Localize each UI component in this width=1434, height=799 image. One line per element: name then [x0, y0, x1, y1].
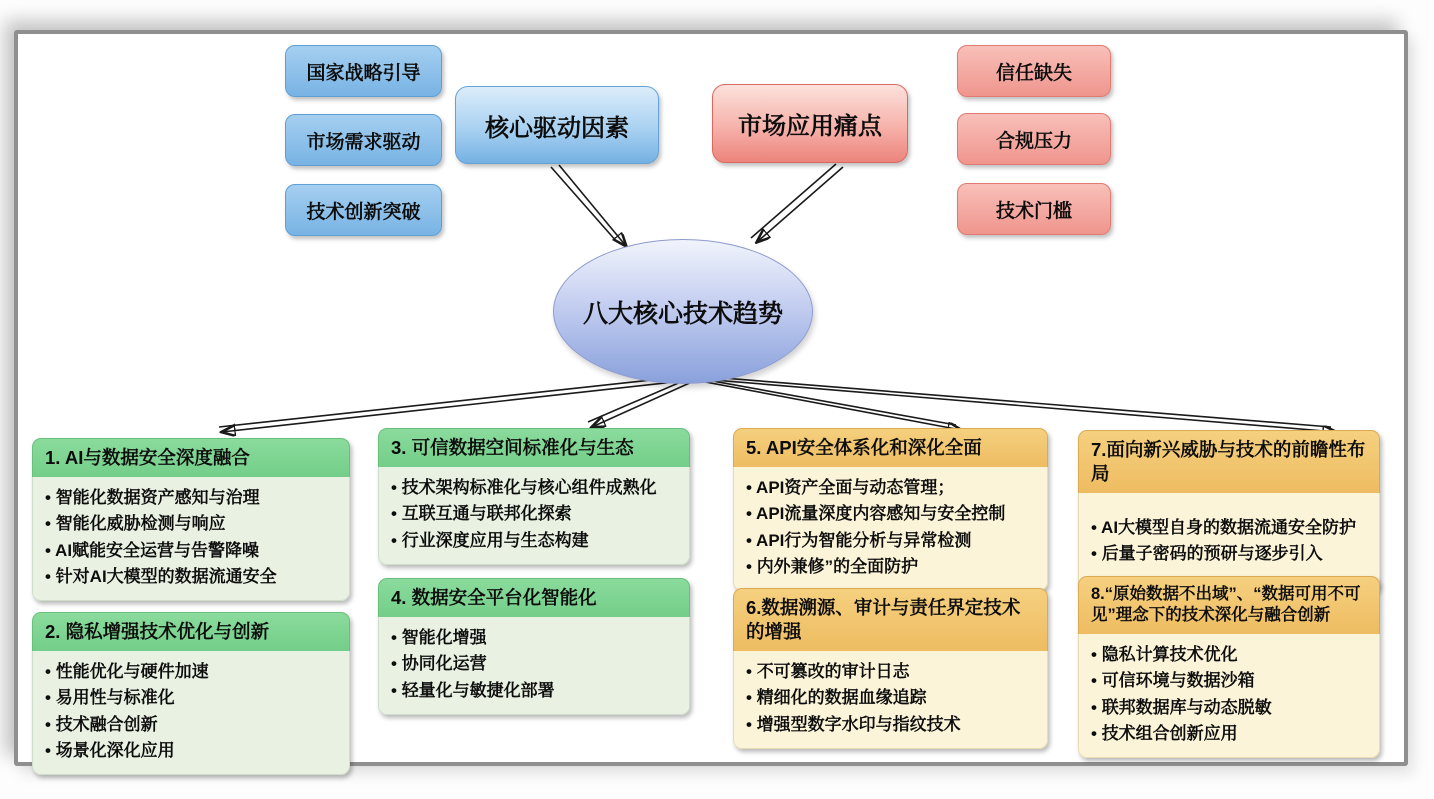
trend-item: • API流量深度内容感知与安全控制 — [746, 501, 1035, 527]
trend-item: • 易用性与标准化 — [45, 685, 337, 711]
trend-item: • 技术架构标准化与核心组件成熟化 — [391, 475, 677, 501]
trend-4-title: 4. 数据安全平台化智能化 — [378, 578, 690, 617]
trend-item: • 场景化深化应用 — [45, 738, 337, 764]
trend-4-items — [378, 617, 690, 715]
trend-box-6 — [733, 588, 1048, 749]
trend-item: • 隐私计算技术优化 — [1091, 642, 1367, 668]
trend-item: • AI赋能安全运营与告警降噪 — [45, 538, 337, 564]
trend-3-title: 3. 可信数据空间标准化与生态 — [378, 428, 690, 467]
center-ellipse-eight-trends: 八大核心技术趋势 — [553, 239, 813, 384]
trend-item: • 技术组合创新应用 — [1091, 721, 1367, 747]
trend-item: • 可信环境与数据沙箱 — [1091, 668, 1367, 694]
trend-item: • 智能化数据资产感知与治理 — [45, 485, 337, 511]
trend-7-title: 7.面向新兴威胁与技术的前瞻性布局 — [1078, 430, 1380, 493]
pain-points-box: 市场应用痛点 — [712, 84, 908, 163]
trend-item: • API行为智能分析与异常检测 — [746, 528, 1035, 554]
trend-item: • 后量子密码的预研与逐步引入 — [1091, 541, 1367, 567]
trend-item: • 协同化运营 — [391, 651, 677, 677]
trend-item: • 智能化增强 — [391, 625, 677, 651]
factor-box-tech-innovation: 技术创新突破 — [285, 184, 442, 236]
trend-3-items — [378, 467, 690, 565]
trend-6-title: 6.数据溯源、审计与责任界定技术的增强 — [733, 588, 1048, 651]
pain-box-compliance-pressure: 合规压力 — [957, 113, 1111, 165]
trend-item: • 精细化的数据血缘追踪 — [746, 685, 1035, 711]
trend-item: • 针对AI大模型的数据流通安全 — [45, 564, 337, 590]
trend-item: • 内外兼修”的全面防护 — [746, 554, 1035, 580]
factor-box-national-strategy: 国家战略引导 — [285, 45, 442, 97]
trend-1-items — [32, 477, 350, 601]
trend-item: • 不可篡改的审计日志 — [746, 659, 1035, 685]
factor-box-market-demand: 市场需求驱动 — [285, 114, 442, 166]
trend-item: • 智能化威胁检测与响应 — [45, 511, 337, 537]
trend-1-title: 1. AI与数据安全深度融合 — [32, 438, 350, 477]
trend-box-5 — [733, 428, 1048, 591]
trend-item: • API资产全面与动态管理； — [746, 475, 1035, 501]
trend-2-items — [32, 651, 350, 775]
trend-item: • 联邦数据库与动态脱敏 — [1091, 695, 1367, 721]
trend-box-8 — [1078, 576, 1380, 758]
trend-8-items — [1078, 634, 1380, 758]
trend-box-3 — [378, 428, 690, 565]
trend-item: • 性能优化与硬件加速 — [45, 659, 337, 685]
trend-5-title: 5. API安全体系化和深化全面 — [733, 428, 1048, 467]
trend-8-title: 8.“原始数据不出域”、“数据可用不可见”理念下的技术深化与融合创新 — [1078, 576, 1380, 634]
trend-item: • 轻量化与敏捷化部署 — [391, 678, 677, 704]
pain-box-trust-deficit: 信任缺失 — [957, 45, 1111, 97]
core-drivers-box: 核心驱动因素 — [455, 86, 659, 164]
trend-item: • 技术融合创新 — [45, 712, 337, 738]
trend-item: • 行业深度应用与生态构建 — [391, 528, 677, 554]
trend-box-4 — [378, 578, 690, 715]
trend-5-items — [733, 467, 1048, 591]
pain-box-tech-barrier: 技术门槛 — [957, 183, 1111, 235]
trend-item: • AI大模型自身的数据流通安全防护 — [1091, 515, 1367, 541]
trend-box-1 — [32, 438, 350, 601]
trend-box-7 — [1078, 430, 1380, 593]
trend-6-items — [733, 651, 1048, 749]
trend-item: • 增强型数字水印与指纹技术 — [746, 712, 1035, 738]
trend-box-2 — [32, 612, 350, 775]
trend-2-title: 2. 隐私增强技术优化与创新 — [32, 612, 350, 651]
trend-item: • 互联互通与联邦化探索 — [391, 501, 677, 527]
